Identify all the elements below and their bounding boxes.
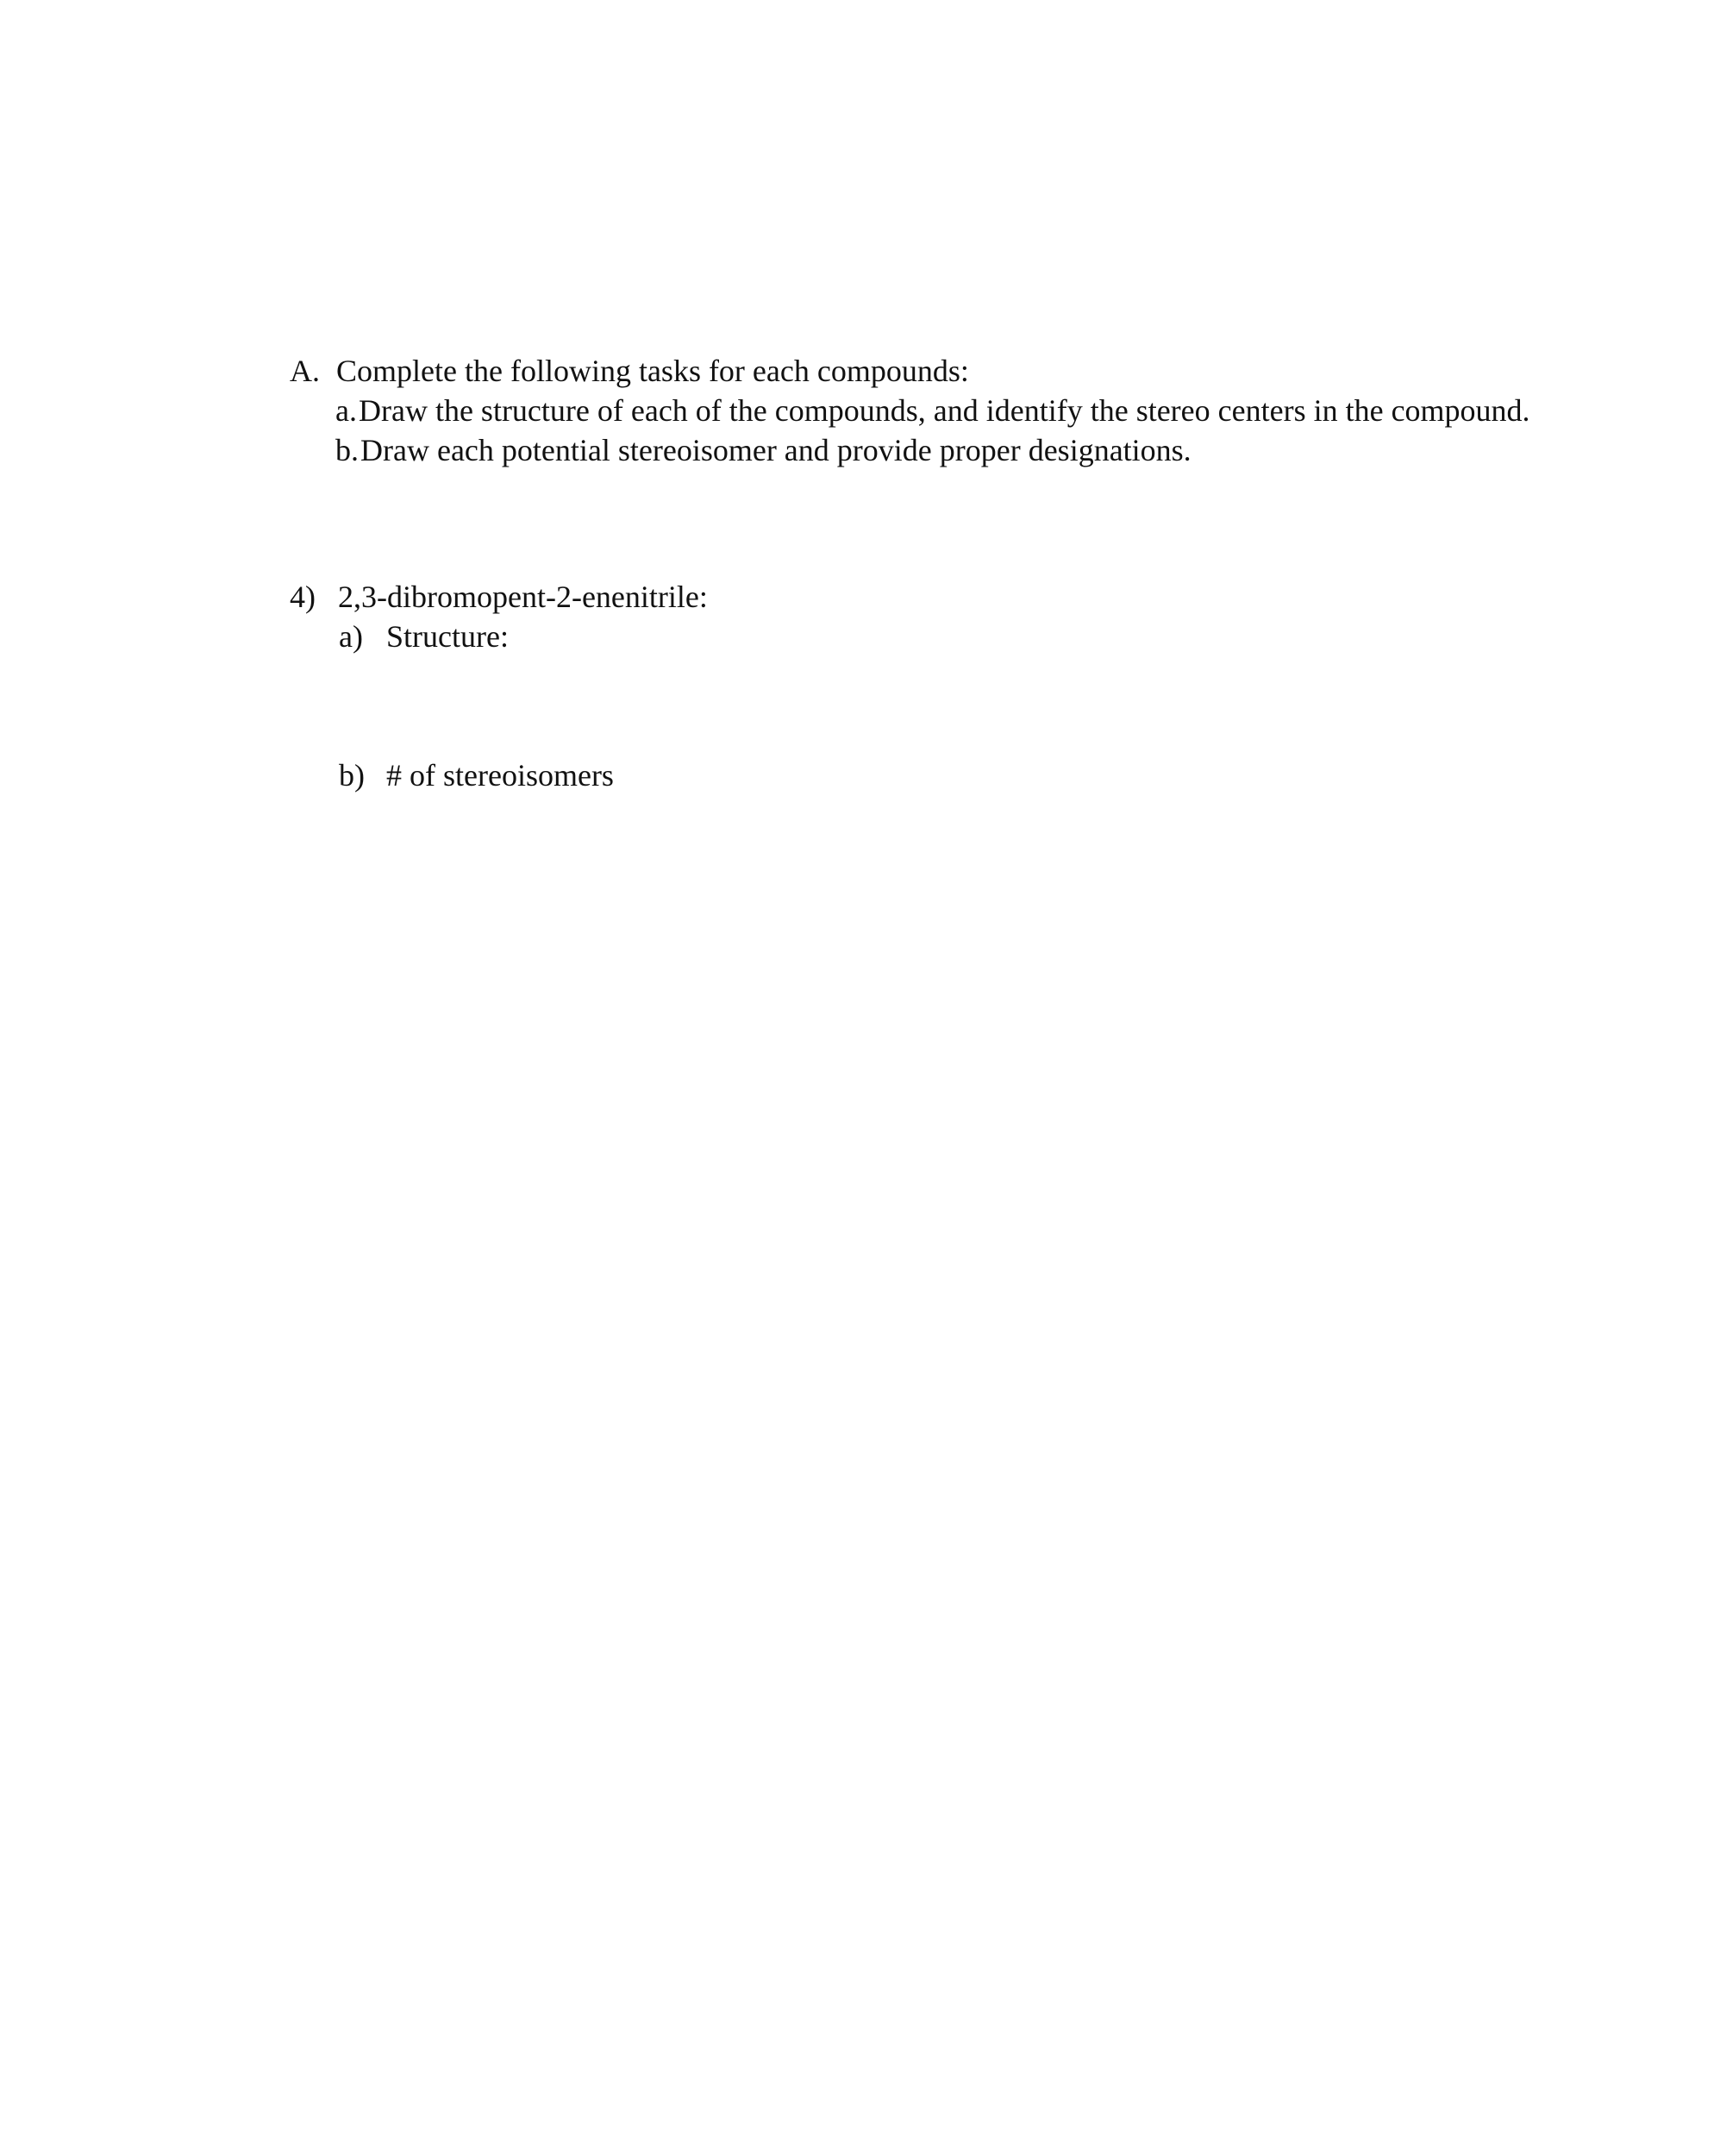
part-marker: b): [339, 758, 365, 793]
part-label: Structure:: [386, 619, 509, 654]
compound-name: 2,3-dibromopent-2-enenitrile:: [338, 580, 708, 614]
part-label: # of stereoisomers: [386, 758, 614, 793]
section-marker: A.: [290, 354, 320, 388]
task-text: Draw the structure of each of the compounds, and identify the stereo centers in the compound.: [358, 393, 1530, 428]
instructions-heading: [290, 352, 969, 390]
task-text: Draw each potential stereoisomer and provide proper designations.: [360, 433, 1191, 467]
task-item-b: [335, 431, 1191, 469]
instructions-heading-text: Complete the following tasks for each compounds:: [336, 354, 969, 388]
question-part-b: [339, 756, 614, 794]
task-item-a: [335, 392, 1530, 429]
part-marker: a): [339, 619, 363, 654]
question-title: [290, 578, 708, 616]
task-marker: a.: [335, 393, 357, 428]
question-part-a: [339, 617, 509, 655]
task-marker: b.: [335, 433, 359, 467]
question-number: 4): [290, 580, 316, 614]
